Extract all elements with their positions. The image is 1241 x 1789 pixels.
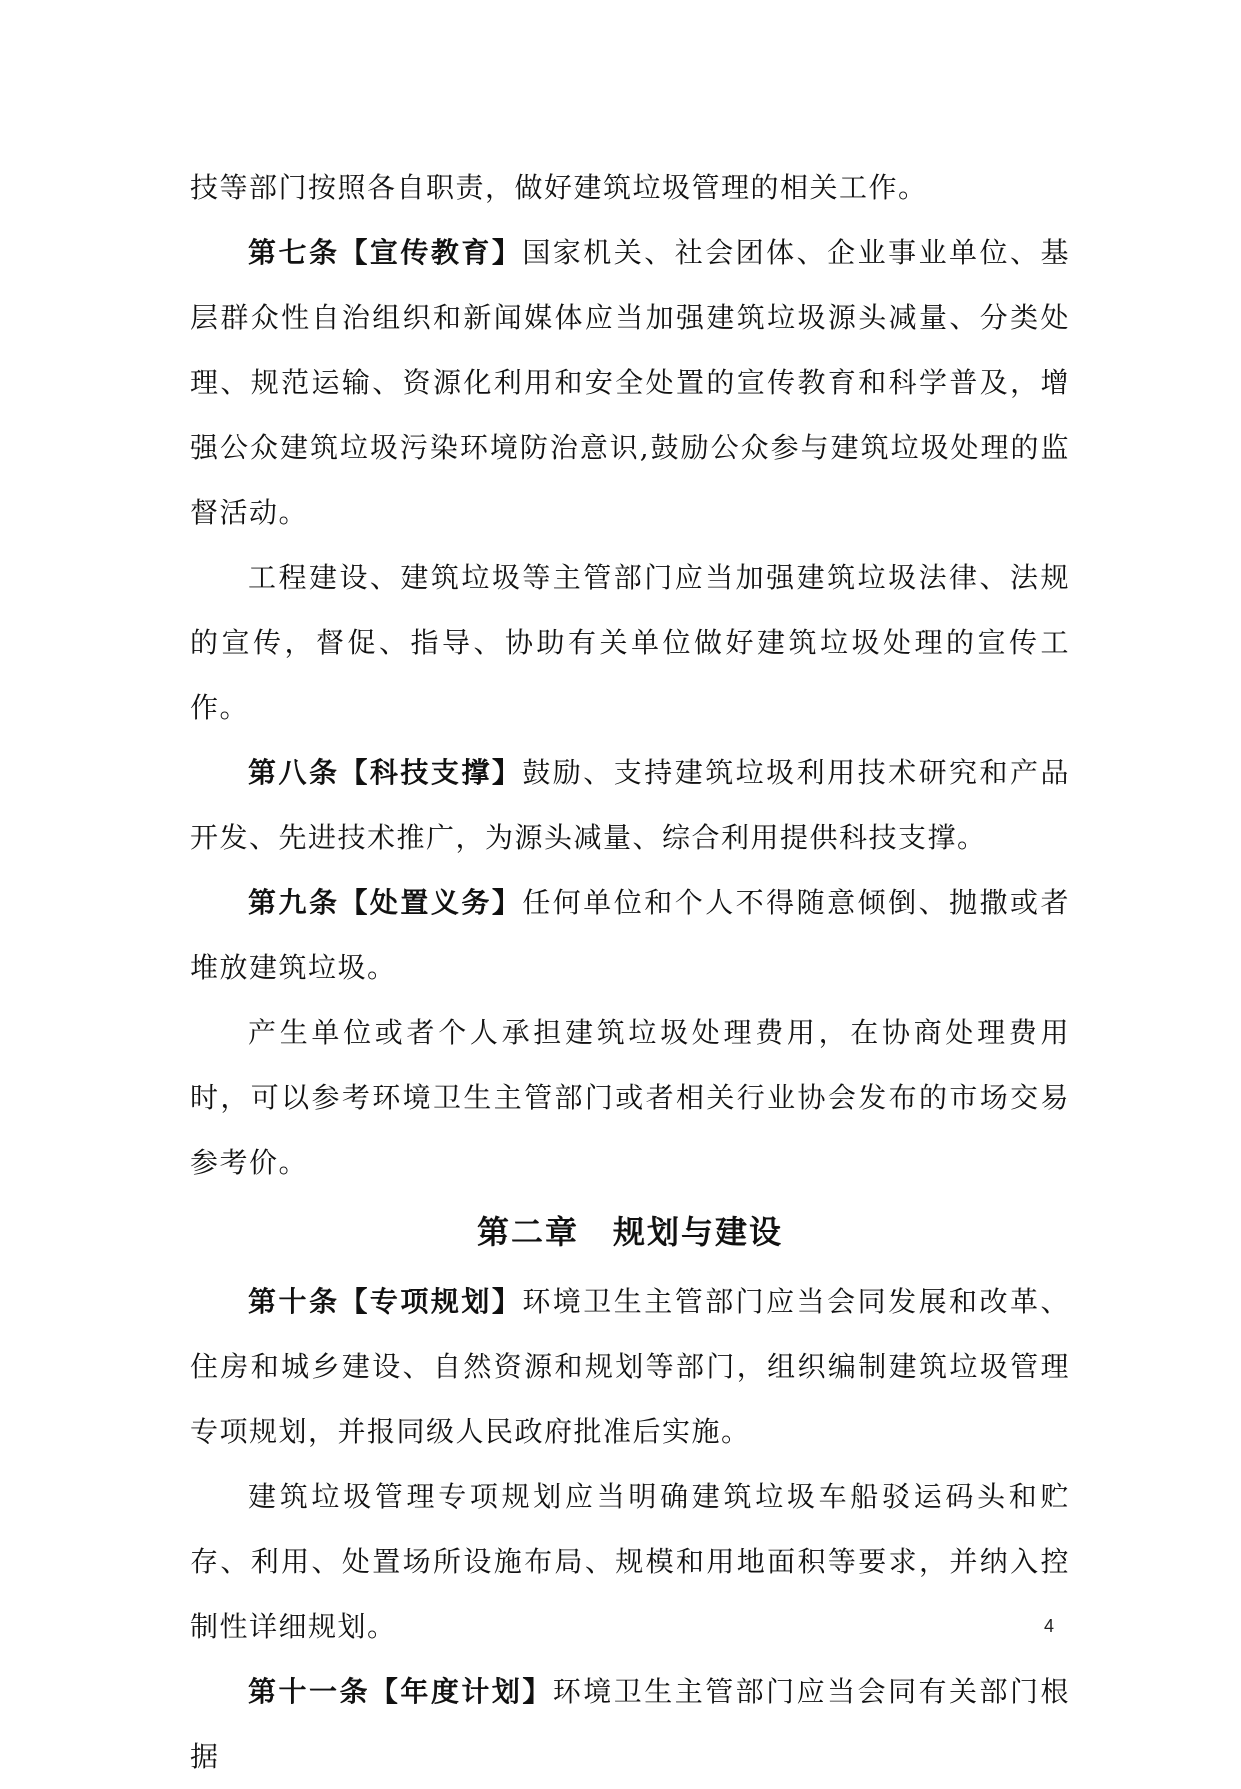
article-8 <box>190 740 1070 870</box>
page-body <box>190 155 1070 1789</box>
article-heading: 第八条【科技支撑】 <box>248 756 523 789</box>
paragraph-text: 工程建设、建筑垃圾等主管部门应当加强建筑垃圾法律、法规的宣传，督促、指导、协助有关单位做好建筑垃圾处理的宣传工作。 <box>190 561 1070 724</box>
article-heading: 第十条【专项规划】 <box>248 1285 523 1318</box>
article-7-paragraph-2 <box>190 545 1070 740</box>
article-9 <box>190 870 1070 1000</box>
article-heading: 第七条【宣传教育】 <box>248 236 523 269</box>
chapter-title: 第二章 规划与建设 <box>476 1213 783 1251</box>
article-10-paragraph-2 <box>190 1464 1070 1659</box>
article-heading: 第十一条【年度计划】 <box>248 1675 553 1708</box>
article-11 <box>190 1659 1070 1789</box>
paragraph-text: 国家机关、社会团体、企业事业单位、基层群众性自治组织和新闻媒体应当加强建筑垃圾源头减量、分类处理、规范运输、资源化利用和安全处置的宣传教育和科学普及，增强公众建筑垃圾污染环境防治意识,鼓励公众参与建筑垃圾处理的监督活动。 <box>190 236 1070 529</box>
paragraph-text: 环境卫生主管部门应当会同发展和改革、住房和城乡建设、自然资源和规划等部门，组织编制建筑垃圾管理专项规划，并报同级人民政府批准后实施。 <box>190 1285 1070 1448</box>
paragraph-text: 鼓励、支持建筑垃圾利用技术研究和产品开发、先进技术推广，为源头减量、综合利用提供科技支撑。 <box>190 756 1070 854</box>
article-9-paragraph-2 <box>190 1000 1070 1195</box>
paragraph-text: 环境卫生主管部门应当会同有关部门根据 <box>190 1675 1070 1773</box>
article-7 <box>190 220 1070 545</box>
page-number: 4 <box>1044 1616 1055 1636</box>
paragraph-text: 产生单位或者个人承担建筑垃圾处理费用，在协商处理费用时，可以参考环境卫生主管部门或者相关行业协会发布的市场交易参考价。 <box>190 1016 1070 1179</box>
paragraph-text: 任何单位和个人不得随意倾倒、抛撒或者堆放建筑垃圾。 <box>190 886 1070 984</box>
article-heading: 第九条【处置义务】 <box>248 886 523 919</box>
article-10 <box>190 1269 1070 1464</box>
paragraph-text: 技等部门按照各自职责，做好建筑垃圾管理的相关工作。 <box>190 171 928 204</box>
paragraph-text: 建筑垃圾管理专项规划应当明确建筑垃圾车船驳运码头和贮存、利用、处置场所设施布局、规模和用地面积等要求，并纳入控制性详细规划。 <box>190 1480 1070 1643</box>
paragraph-continuation <box>190 155 1070 220</box>
